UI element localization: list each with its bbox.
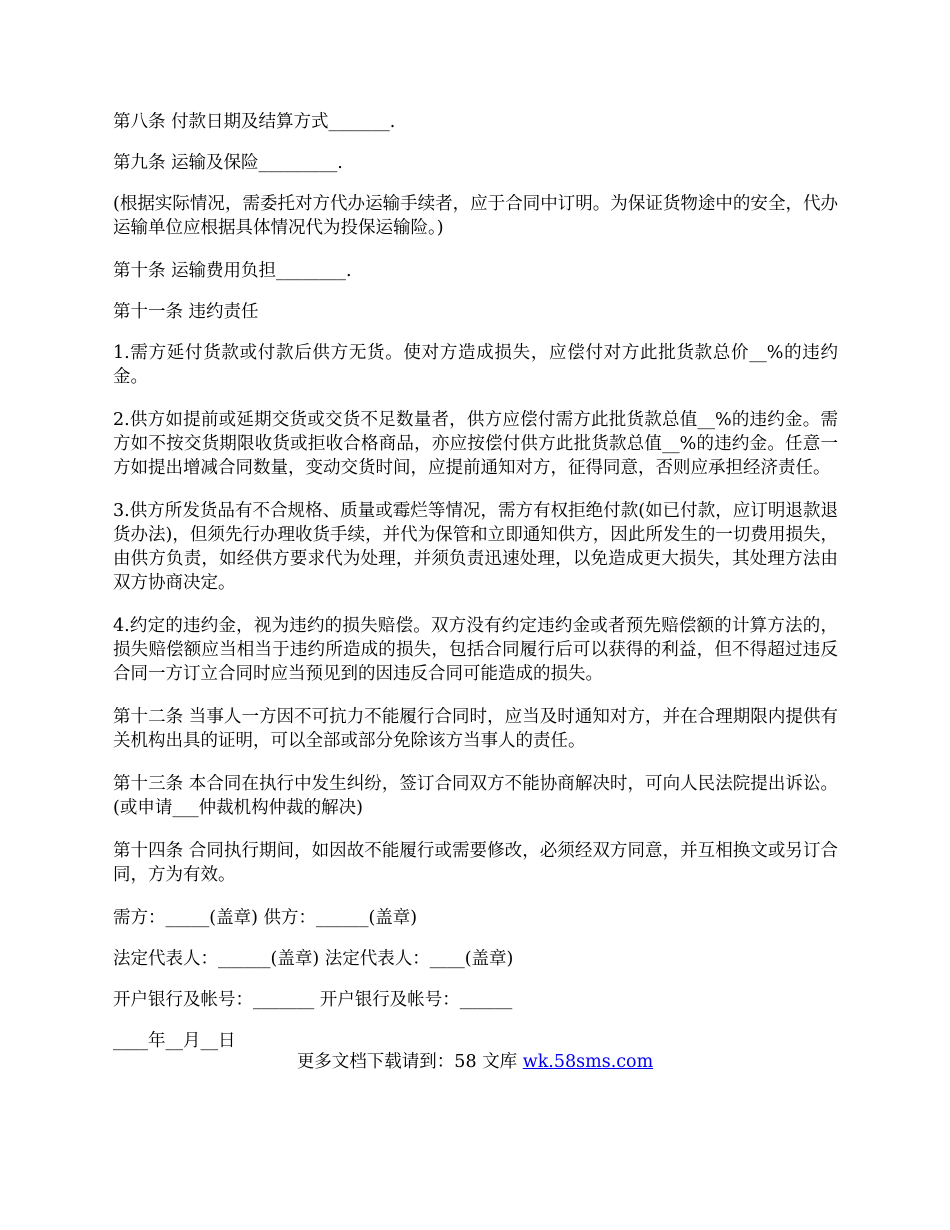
clause-11-item-4: 4.约定的违约金，视为违约的损失赔偿。双方没有约定违约金或者预先赔偿额的计算方法的，损失赔偿额应当相当于违约所造成的损失，包括合同履行后可以获得的利益，但不得超过违反合同一方订立合同时应当预见到的因违反合同可能造成的损失。 — [113, 616, 838, 684]
clause-12-force-majeure: 第十二条 当事人一方因不可抗力不能履行合同时，应当及时通知对方，并在合理期限内提供有关机构出具的证明，可以全部或部分免除该方当事人的责任。 — [113, 707, 838, 751]
clause-11-heading: 第十一条 违约责任 — [113, 302, 259, 322]
signature-date: ____年__月__日 — [113, 1031, 236, 1051]
signature-bank-accounts: 开户银行及帐号：_______ 开户银行及帐号：______ — [113, 990, 513, 1010]
clause-13-disputes: 第十三条 本合同在执行中发生纠纷，签订合同双方不能协商解决时，可向人民法院提出诉讼。(或申请___仲裁机构仲裁的解决) — [113, 774, 838, 818]
signature-legal-representatives: 法定代表人：______(盖章) 法定代表人：____(盖章) — [113, 949, 514, 969]
clause-11-item-1: 1.需方延付货款或付款后供方无货。使对方造成损失，应偿付对方此批货款总价__%的违约金。 — [113, 343, 838, 387]
transport-note: (根据实际情况，需委托对方代办运输手续者，应于合同中订明。为保证货物途中的安全，代办运输单位应根据具体情况代为投保运输险。) — [113, 194, 838, 238]
clause-8-payment: 第八条 付款日期及结算方式_______. — [113, 112, 396, 132]
document-body — [113, 110, 838, 1070]
signature-parties: 需方：_____(盖章) 供方：______(盖章) — [113, 908, 418, 928]
footer-text: 更多文档下载请到：58 文库 — [296, 1052, 523, 1072]
clause-11-item-3: 3.供方所发货品有不合规格、质量或霉烂等情况，需方有权拒绝付款(如已付款，应订明退款退货办法)，但须先行办理收货手续，并代为保管和立即通知供方，因此所发生的一切费用损失，由供方负责，如经供方要求代为处理，并须负责迅速处理，以免造成更大损失，其处理方法由双方协商决定。 — [113, 501, 838, 593]
download-footer — [0, 1050, 950, 1074]
clause-11-item-2: 2.供方如提前或延期交货或交货不足数量者，供方应偿付需方此批货款总值__%的违约金。需方如不按交货期限收货或拒收合格商品，亦应按偿付供方此批货款总值__%的违约金。任意一方如提出增减合同数量，变动交货时间，应提前通知对方，征得同意，否则应承担经济责任。 — [113, 410, 838, 478]
clause-14-amendments: 第十四条 合同执行期间，如因故不能履行或需要修改，必须经双方同意，并互相换文或另订合同，方为有效。 — [113, 841, 838, 885]
clause-9-transport-insurance: 第九条 运输及保险_________. — [113, 153, 343, 173]
footer-link[interactable]: wk.58sms.com — [522, 1052, 654, 1072]
clause-10-transport-cost: 第十条 运输费用负担________. — [113, 261, 352, 281]
